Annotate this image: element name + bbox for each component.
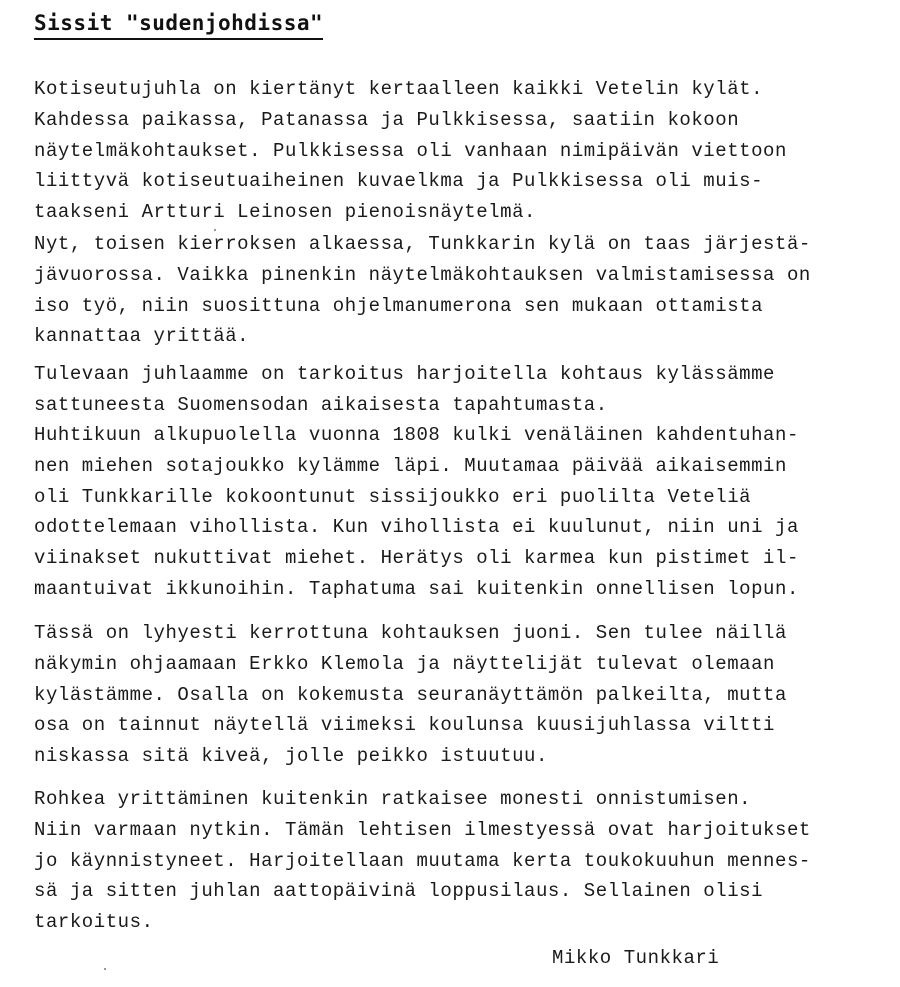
text-line: Kotiseutujuhla on kiertänyt kertaalleen kaikki Vetelin kylät. bbox=[34, 78, 764, 100]
text-line: niskassa sitä kiveä, jolle peikko istuutuu. bbox=[34, 745, 548, 768]
text-line: Tulevaan juhlaamme on tarkoitus harjoitella kohtaus kylässämme bbox=[34, 363, 776, 385]
paper-speck bbox=[104, 968, 106, 970]
text-line: tarkoitus. bbox=[34, 911, 154, 934]
text-line: viinakset nukuttivat miehet. Herätys oli karmea kun pistimet il- bbox=[34, 547, 799, 570]
paper-speck bbox=[214, 229, 216, 231]
text-line: näkymin ohjaamaan Erkko Klemola ja näyttelijät tulevat olemaan bbox=[34, 652, 776, 675]
text-line: Niin varmaan nytkin. Tämän lehtisen ilmestyessä ovat harjoitukset bbox=[34, 818, 811, 841]
text-line: osa on tainnut näytellä viimeksi koulunsa kuusijuhlassa viltti bbox=[34, 714, 776, 737]
text-line: iso työ, niin suosittuna ohjelmanumerona sen mukaan ottamista bbox=[34, 294, 764, 317]
text-line: Huhtikuun alkupuolella vuonna 1808 kulki venäläinen kahdentuhan- bbox=[34, 424, 799, 446]
text-line: kannattaa yrittää. bbox=[34, 325, 250, 348]
text-line: odottelemaan vihollista. Kun vihollista ei kuulunut, niin uni ja bbox=[34, 516, 799, 539]
text-line: kylästämme. Osalla on kokemusta seuranäyttämön palkeilta, mutta bbox=[34, 683, 787, 706]
text-line: Nyt, toisen kierroksen alkaessa, Tunkkarin kylä on taas järjestä- bbox=[34, 233, 811, 255]
text-line: Rohkea yrittäminen kuitenkin ratkaisee monesti onnistumisen. bbox=[34, 788, 752, 810]
text-line: jo käynnistyneet. Harjoitellaan muutama kerta toukokuuhun mennes- bbox=[34, 849, 811, 872]
article-title: Sissit "sudenjohdissa" bbox=[34, 10, 323, 40]
text-line: liittyvä kotiseutuaiheinen kuvaelkma ja Pulkkisessa oli muis- bbox=[34, 170, 764, 193]
text-line: taakseni Artturi Leinosen pienoisnäytelmä. bbox=[34, 201, 536, 224]
paragraph-6 bbox=[34, 784, 811, 938]
paragraph-1 bbox=[34, 74, 787, 228]
text-line: oli Tunkkarille kokoontunut sissijoukko eri puolilta Veteliä bbox=[34, 485, 752, 508]
text-line: Kahdessa paikassa, Patanassa ja Pulkkisessa, saatiin kokoon bbox=[34, 108, 740, 131]
author-signature: Mikko Tunkkari bbox=[552, 947, 720, 969]
text-line: näytelmäkohtaukset. Pulkkisessa oli vanhaan nimipäivän viettoon bbox=[34, 139, 787, 162]
paragraph-3 bbox=[34, 359, 775, 421]
text-line: maantuivat ikkunoihin. Taphatuma sai kuitenkin onnellisen lopun. bbox=[34, 577, 799, 600]
text-line: sä ja sitten juhlan aattopäivinä loppusilaus. Sellainen olisi bbox=[34, 880, 764, 903]
text-line: Tässä on lyhyesti kerrottuna kohtauksen juoni. Sen tulee näillä bbox=[34, 622, 787, 644]
paragraph-2 bbox=[34, 229, 811, 352]
text-line: sattuneesta Suomensodan aikaisesta tapahtumasta. bbox=[34, 393, 608, 416]
text-line: jävuorossa. Vaikka pinenkin näytelmäkohtauksen valmistamisessa on bbox=[34, 263, 811, 286]
paragraph-5 bbox=[34, 618, 787, 772]
paragraph-4 bbox=[34, 420, 799, 605]
text-line: nen miehen sotajoukko kylämme läpi. Muutamaa päivää aikaisemmin bbox=[34, 454, 787, 477]
